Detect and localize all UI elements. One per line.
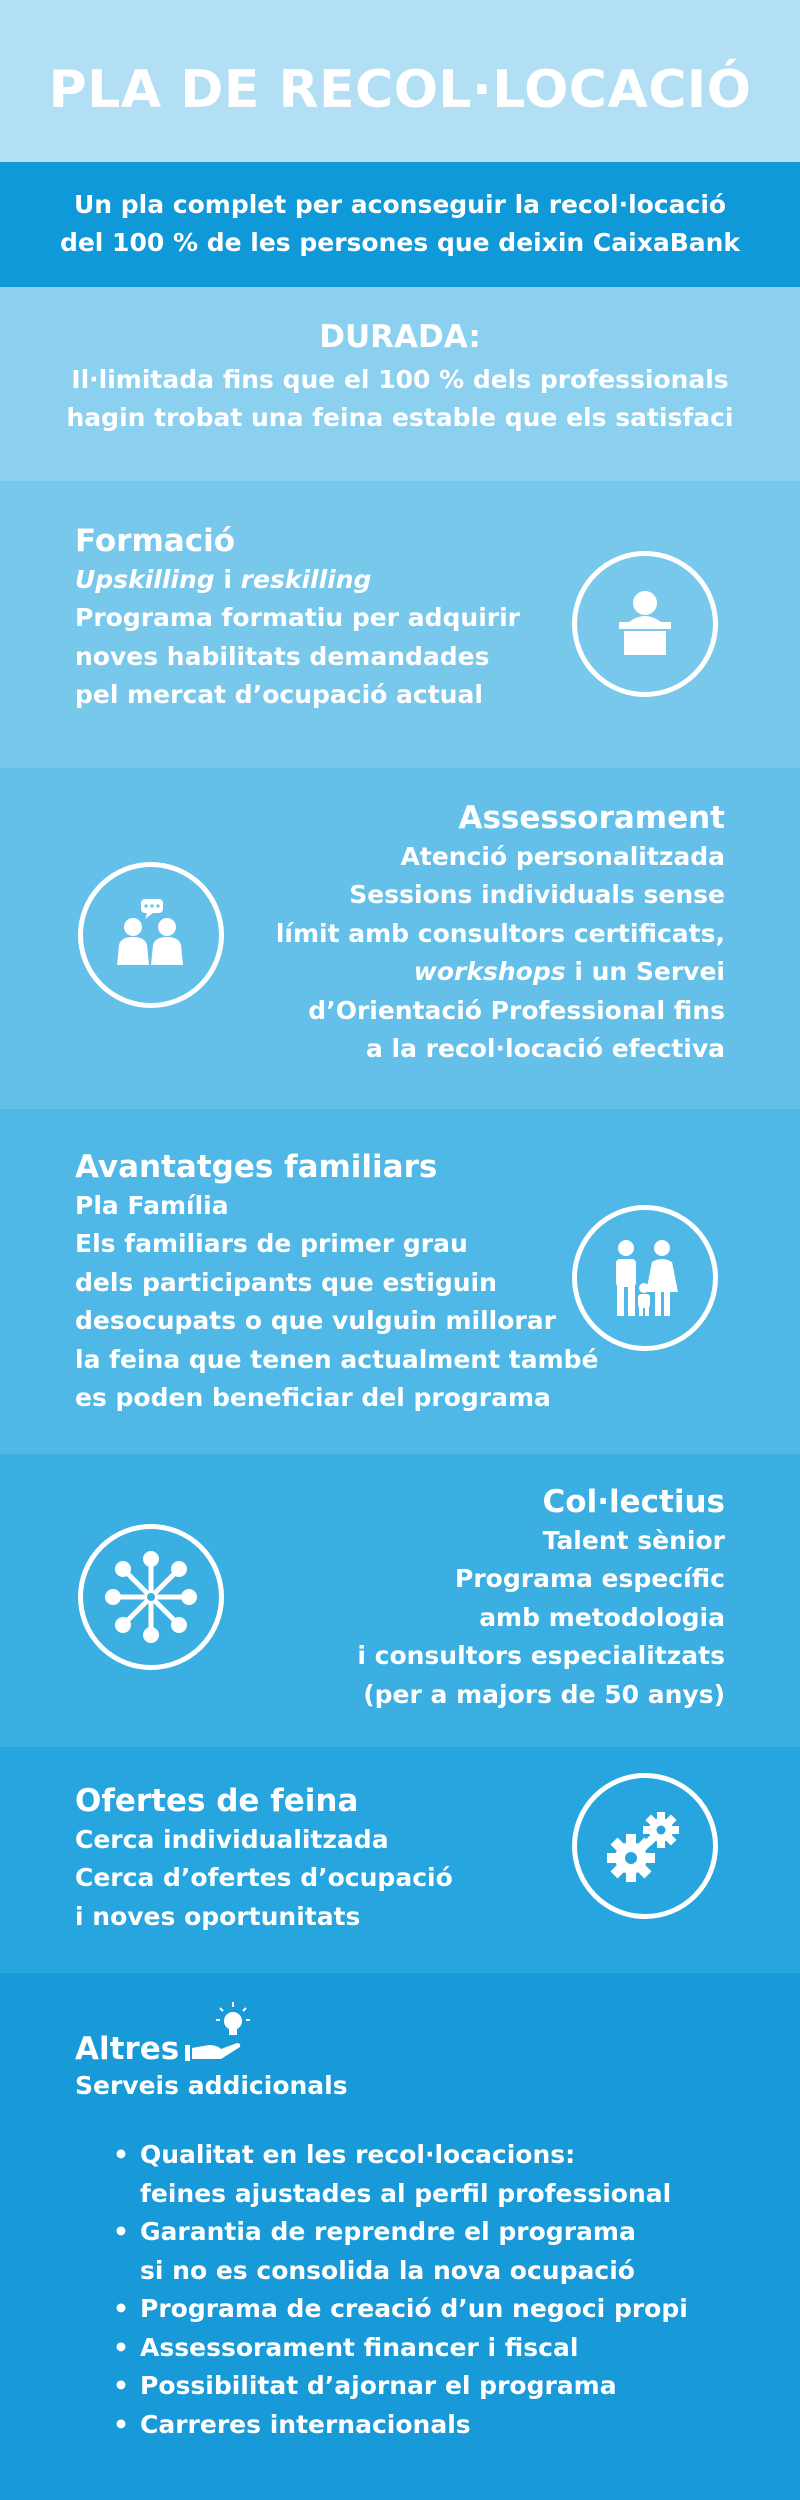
collectives-subtitle: Talent sènior [542,1526,725,1555]
jobs-line: Cerca d’ofertes d’ocupació [75,1863,453,1892]
list-item-line: • Qualitat en les recol·locacions: [140,2140,576,2169]
training-section [0,481,800,768]
people-chat-icon [78,862,224,1008]
collectives-section [0,1454,800,1747]
list-item [113,2290,688,2329]
training-line: pel mercat d’ocupació actual [75,680,483,709]
training-subtitle [75,561,520,599]
jobs-subtitle: Cerca individualitzada [75,1825,389,1854]
collectives-description [357,1560,725,1714]
network-icon [78,1524,224,1670]
list-item [113,2213,688,2290]
duration-title: DURADA: [319,319,481,355]
advice-text-block [276,798,725,1069]
duration-line: hagin trobat una feina estable que els satisfaci [66,403,734,432]
family-title: Avantatges familiars [75,1149,438,1185]
advice-line: límit amb consultors certificats, [275,918,725,948]
list-item [113,2367,688,2406]
duration-text [0,361,800,437]
collectives-text-block [357,1482,725,1714]
family-line: Els familiars de primer grau [75,1229,468,1258]
training-line: Programa formatiu per adquirir [75,603,521,632]
family-line: desocupats o que vulguin millorar [75,1306,556,1335]
advice-line: d’Orientació Professional fins [308,995,725,1025]
page-title: PLA DE RECOL·LOCACIÓ [48,60,752,120]
list-item [113,2406,688,2445]
advice-title: Assessorament [458,800,725,836]
family-section [0,1109,800,1454]
collectives-line: i consultors especialitzats [357,1641,725,1670]
training-subtitle-mid: i [214,565,241,594]
training-subtitle-em: Upskilling [75,565,215,594]
family-text-block [75,1147,599,1418]
jobs-section [0,1747,800,1973]
training-line: noves habilitats demandades [75,641,490,671]
family-line: la feina que tenen actualment també [75,1344,599,1374]
training-description [75,599,520,715]
others-section [0,1973,800,2500]
subtitle-line: del 100 % de les persones que deixin CaixaBank [59,228,741,257]
duration-line: Il·limitada fins que el 100 % dels professionals [71,365,729,394]
duration-band [0,287,800,481]
collectives-line: amb metodologia [479,1602,725,1632]
teacher-desk-icon [572,551,718,697]
list-item-line: si no es consolida la nova ocupació [140,2255,635,2285]
list-item-line: • Programa de creació d’un negoci propi [140,2294,688,2323]
jobs-line: i noves oportunitats [75,1901,361,1931]
others-list [113,2136,688,2444]
family-description [75,1225,599,1418]
advice-line: Sessions individuals sense [349,880,725,909]
others-text-block [75,1999,348,2105]
advice-subtitle: Atenció personalitzada [400,842,725,871]
subtitle-band [0,162,800,287]
family-line: es poden beneficiar del programa [75,1383,551,1412]
others-subtitle: Serveis addicionals [75,2071,348,2100]
list-item [113,2136,688,2213]
list-item-line: • Assessorament financer i fiscal [140,2332,579,2362]
others-title-row [75,1999,348,2069]
advice-line: a la recol·locació efectiva [365,1034,725,1063]
training-text-block [75,521,520,715]
jobs-text-block [75,1781,453,1936]
list-item-line: • Carreres internacionals [140,2409,471,2439]
others-title: Altres [75,2031,180,2067]
jobs-title: Ofertes de feina [75,1783,359,1819]
subtitle-text [0,186,800,262]
list-item [113,2329,688,2368]
hand-lightbulb-icon [183,1999,259,2069]
family-icon [572,1205,718,1351]
header-band [0,0,800,162]
gears-icon [572,1773,718,1919]
training-subtitle-em: reskilling [240,565,372,594]
collectives-line: (per a majors de 50 anys) [363,1679,725,1709]
collectives-line: Programa específic [455,1564,725,1593]
advice-line-rest: i un Servei [565,957,725,986]
advice-line-em: workshops [413,957,566,986]
list-item-line: • Possibilitat d’ajornar el programa [140,2371,617,2400]
advice-section [0,768,800,1109]
advice-description [276,876,725,1069]
list-item-line: feines ajustades al perfil professional [140,2178,672,2208]
family-line: dels participants que estiguin [75,1267,497,1297]
jobs-description [75,1859,453,1936]
training-title: Formació [75,523,236,559]
subtitle-line: Un pla complet per aconseguir la recol·locació [73,190,727,219]
collectives-title: Col·lectius [542,1484,725,1520]
family-subtitle: Pla Família [75,1191,229,1220]
advice-line [276,953,725,992]
list-item-line: • Garantia de reprendre el programa [140,2217,636,2246]
